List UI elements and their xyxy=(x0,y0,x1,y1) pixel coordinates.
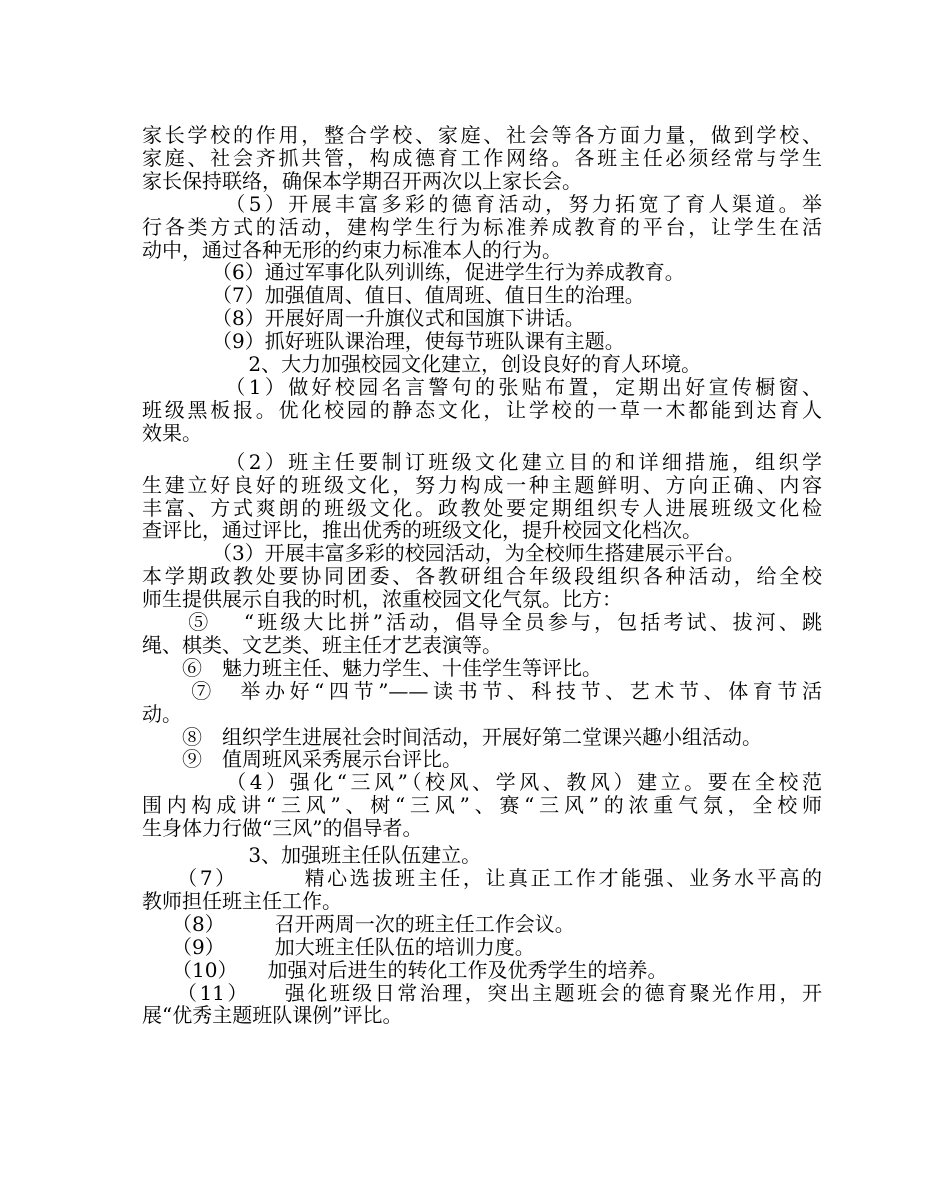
list-item: 绳、棋类、文艺类、班主任才艺表演等。 xyxy=(142,632,502,657)
list-item: （7） 精心选拔班主任，让真正工作才能强、业务水平高的 xyxy=(142,866,822,890)
body-line: （8）开展好周一升旗仪式和国旗下讲话。 xyxy=(142,306,585,331)
list-item: ⑤ “班级大比拼”活动，倡导全员参与，包括考试、拔河、跳 xyxy=(142,610,822,635)
list-item: ⑧ 组织学生进展社会时间活动，开展好第二堂课兴趣小组活动。 xyxy=(142,724,762,749)
list-item: （8） 召开两周一次的班主任工作会议。 xyxy=(142,911,575,936)
body-line: 师生提供展示自我的时机，浓重校园文化气氛。比方： xyxy=(142,587,622,612)
body-line: 家庭、社会齐抓共管，构成德育工作网络。各班主任必须经常与学生 xyxy=(142,145,822,170)
body-line: （5）开展丰富多彩的德育活动，努力拓宽了育人渠道。举 xyxy=(142,191,822,216)
body-line: 生身体力行做“三风”的倡导者。 xyxy=(142,816,423,841)
body-line: 生建立好良好的班级文化，努力构成一种主题鲜明、方向正确、内容 xyxy=(142,472,822,497)
body-line: 围内构成讲“三风”、树“三风”、赛“三风”的浓重气氛，全校师 xyxy=(142,793,822,818)
body-line: 查评比，通过评比，推出优秀的班级文化，提升校园文化档次。 xyxy=(142,518,702,543)
section-heading-2: 2、大力加强校园文化建立，创设良好的育人环境。 xyxy=(142,352,702,377)
list-item: （9） 加大班主任队伍的培训力度。 xyxy=(142,934,535,959)
body-line: 行各类方式的活动，建构学生行为标准养成教育的平台，让学生在活 xyxy=(142,214,822,239)
body-line: 效果。 xyxy=(142,420,202,445)
section-heading-3: 3、加强班主任队伍建立。 xyxy=(142,843,482,868)
body-line: （6）通过军事化队列训练，促进学生行为养成教育。 xyxy=(142,260,685,285)
body-line: 家长学校的作用，整合学校、家庭、社会等各方面力量，做到学校、 xyxy=(142,123,822,147)
body-line: （9）抓好班队课治理，使每节班队课有主题。 xyxy=(142,329,625,354)
body-line: （4）强化“三风”（校风、学风、教风）建立。要在全校范 xyxy=(142,770,822,795)
list-item: ⑨ 值周班风采秀展示台评比。 xyxy=(142,747,462,772)
document-body xyxy=(142,124,822,1027)
list-item: 展“优秀主题班队课例”评比。 xyxy=(142,1003,403,1028)
list-item: ⑥ 魅力班主任、魅力学生、十佳学生等评比。 xyxy=(142,655,602,680)
list-item: （11） 强化班级日常治理，突出主题班会的德育聚光作用，开 xyxy=(142,980,822,1005)
list-item: 教师担任班主任工作。 xyxy=(142,888,342,913)
body-line: 动中，通过各种无形的约束力标准本人的行为。 xyxy=(142,237,562,262)
body-line: （1）做好校园名言警句的张贴布置，定期出好宣传橱窗、 xyxy=(142,374,822,399)
body-line: 本学期政教处要协同团委、各教研组合年级段组织各种活动，给全校 xyxy=(142,564,822,589)
body-line: 丰富、方式爽朗的班级文化。政教处要定期组织专人进展班级文化检 xyxy=(142,495,822,520)
list-item: ⑦ 举办好“四节”——读书节、科技节、艺术节、体育节活 xyxy=(142,678,822,703)
body-line: 班级黑板报。优化校园的静态文化，让学校的一草一木都能到达育人 xyxy=(142,397,822,422)
body-line: （7）加强值周、值日、值周班、值日生的治理。 xyxy=(142,283,645,308)
list-item: （10） 加强对后进生的转化工作及优秀学生的培养。 xyxy=(142,957,668,982)
list-item: 动。 xyxy=(142,701,182,726)
body-line: （2）班主任要制订班级文化建立目的和详细措施，组织学 xyxy=(142,449,822,474)
body-line: 家长保持联络，确保本学期召开两次以上家长会。 xyxy=(142,168,582,193)
body-line: （3）开展丰富多彩的校园活动，为全校师生搭建展示平台。 xyxy=(142,541,745,566)
